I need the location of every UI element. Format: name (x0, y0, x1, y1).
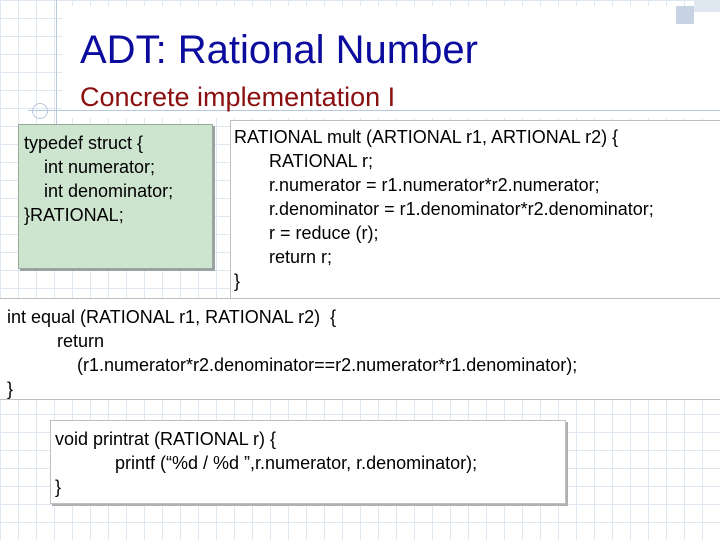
typedef-code: typedef struct { int numerator; int denominator; }RATIONAL; (24, 133, 174, 225)
slide-subtitle: Concrete implementation I (80, 82, 396, 112)
decorative-vertical-line (56, 0, 57, 132)
equal-function-code: int equal (RATIONAL r1, RATIONAL r2) { return (r1.numerator*r2.denominator==r2.numerator*r1.denominator); } (7, 307, 578, 399)
mult-function-code-box (230, 120, 720, 299)
printrat-function-code-box (50, 420, 566, 504)
mult-function-code: RATIONAL mult (ARTIONAL r1, ARTIONAL r2) { RATIONAL r; r.numerator = r1.numerator*r2.numerator; r.denominator = r1.denominator*r2.denominator; r = reduce (r); return r; } (234, 127, 654, 291)
slide-title: ADT: Rational Number (80, 28, 478, 72)
decorative-corner-square-light (694, 0, 720, 12)
decorative-circle-icon (32, 103, 48, 119)
printrat-function-code: void printrat (RATIONAL r) { printf (“%d / %d ”,r.numerator, r.denominator); } (55, 429, 478, 497)
decorative-corner-square (676, 6, 694, 24)
typedef-code-box (18, 124, 213, 269)
equal-function-code-box (0, 298, 720, 400)
